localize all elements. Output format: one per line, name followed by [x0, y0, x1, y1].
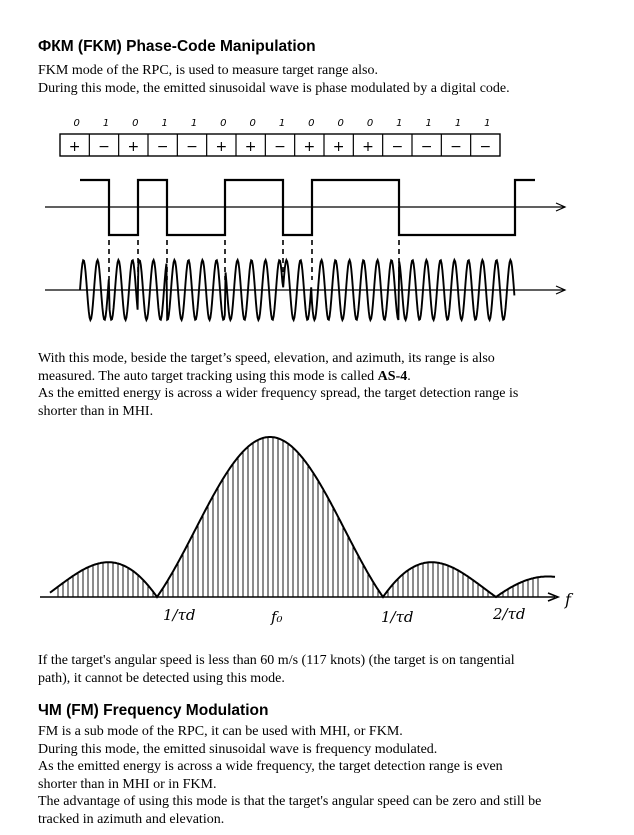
code-bit: 1 — [278, 118, 286, 129]
phase-sign: + — [362, 139, 374, 155]
spectrum-figure — [0, 425, 634, 645]
phase-sign: + — [244, 139, 257, 155]
code-bit: 1 — [190, 118, 198, 129]
phase-sign: − — [420, 139, 433, 155]
code-bit: 0 — [132, 118, 139, 129]
phase-sign: + — [127, 139, 140, 155]
fkm-intro-line-1: FKM mode of the RPC, is used to measure target range also. — [38, 63, 378, 78]
fkm-intro-line-2: During this mode, the emitted sinusoidal wave is phase modulated by a digital code. — [38, 80, 510, 96]
phase-modulated-sine-wave — [45, 260, 565, 320]
code-bit: 0 — [220, 118, 227, 129]
phase-sign: − — [186, 139, 198, 155]
code-bit: 1 — [161, 118, 168, 129]
code-bit: 0 — [249, 118, 256, 129]
phase-sign: − — [391, 139, 404, 155]
phase-sign: − — [274, 139, 286, 155]
modulating-code-waveform — [45, 180, 565, 235]
code-bits — [73, 118, 490, 129]
fkm-desc-line-4: shorter than in MHI. — [38, 403, 154, 419]
fm-description — [38, 723, 598, 828]
label-1-over-tau: 1/τd — [381, 608, 414, 626]
code-bit: 0 — [366, 118, 374, 129]
fkm-description — [38, 350, 598, 420]
fkm-desc-line-1: With this mode, beside the target’s speed, elevation, and azimuth, its range is also — [38, 351, 495, 366]
fkm-intro — [38, 62, 598, 97]
fm-line-3: As the emitted energy is across a wide frequency, the target detection range is even — [38, 759, 503, 774]
phase-code-figure — [0, 110, 634, 340]
fm-line-4: shorter than in MHI or in FKM. — [38, 776, 217, 792]
phase-sign: + — [303, 139, 316, 155]
label-2-over-tau: 2/τd — [493, 605, 526, 623]
fkm-desc-line-2: measured. The auto target tracking using this mode is called AS-4. — [38, 368, 411, 384]
phase-sign: + — [332, 139, 345, 155]
spectrum-hatching — [58, 437, 538, 597]
code-bit: 0 — [337, 118, 344, 129]
fm-line-2: During this mode, the emitted sinusoidal wave is frequency modulated. — [38, 741, 438, 757]
code-bit: 1 — [484, 118, 491, 129]
phase-sign: + — [215, 139, 228, 155]
as4-term: AS-4 — [377, 368, 408, 384]
code-bit: 1 — [102, 118, 110, 129]
code-bit: 1 — [425, 118, 432, 129]
spectrum-envelope — [50, 437, 555, 597]
phase-sign: − — [156, 139, 169, 155]
section-heading-fkm: ФКМ (FKM) Phase-Code Manipulation — [38, 38, 316, 55]
code-bit: 0 — [308, 118, 315, 129]
section-heading-fm: ЧМ (FM) Frequency Modulation — [38, 702, 269, 719]
code-bit: 0 — [73, 118, 80, 129]
phase-sign: − — [98, 139, 110, 155]
label-minus-1-over-tau: 1/τd — [163, 606, 196, 624]
code-bit: 1 — [396, 118, 403, 129]
fm-line-1: FM is a sub mode of the RPC, it can be used with MHI, or FKM. — [38, 724, 403, 739]
note-line-2: path), it cannot be detected using this mode. — [38, 670, 285, 686]
label-frequency-axis: f — [565, 590, 571, 609]
fm-line-6: tracked in azimuth and elevation. — [38, 811, 225, 827]
phase-sign: − — [479, 139, 492, 155]
phase-sign: − — [450, 139, 462, 155]
phase-sign: + — [68, 139, 81, 155]
fkm-desc-line-3: As the emitted energy is across a wider frequency spread, the target detection range is — [38, 386, 519, 401]
fm-line-5: The advantage of using this mode is that the target's angular speed can be zero and still be — [38, 794, 542, 809]
note-line-1: If the target's angular speed is less than 60 m/s (117 knots) (the target is on tangential — [38, 653, 515, 668]
code-bit: 1 — [454, 118, 462, 129]
angular-speed-note — [38, 652, 598, 687]
phase-sign-cells — [60, 134, 500, 156]
label-f0: f₀ — [271, 608, 283, 626]
